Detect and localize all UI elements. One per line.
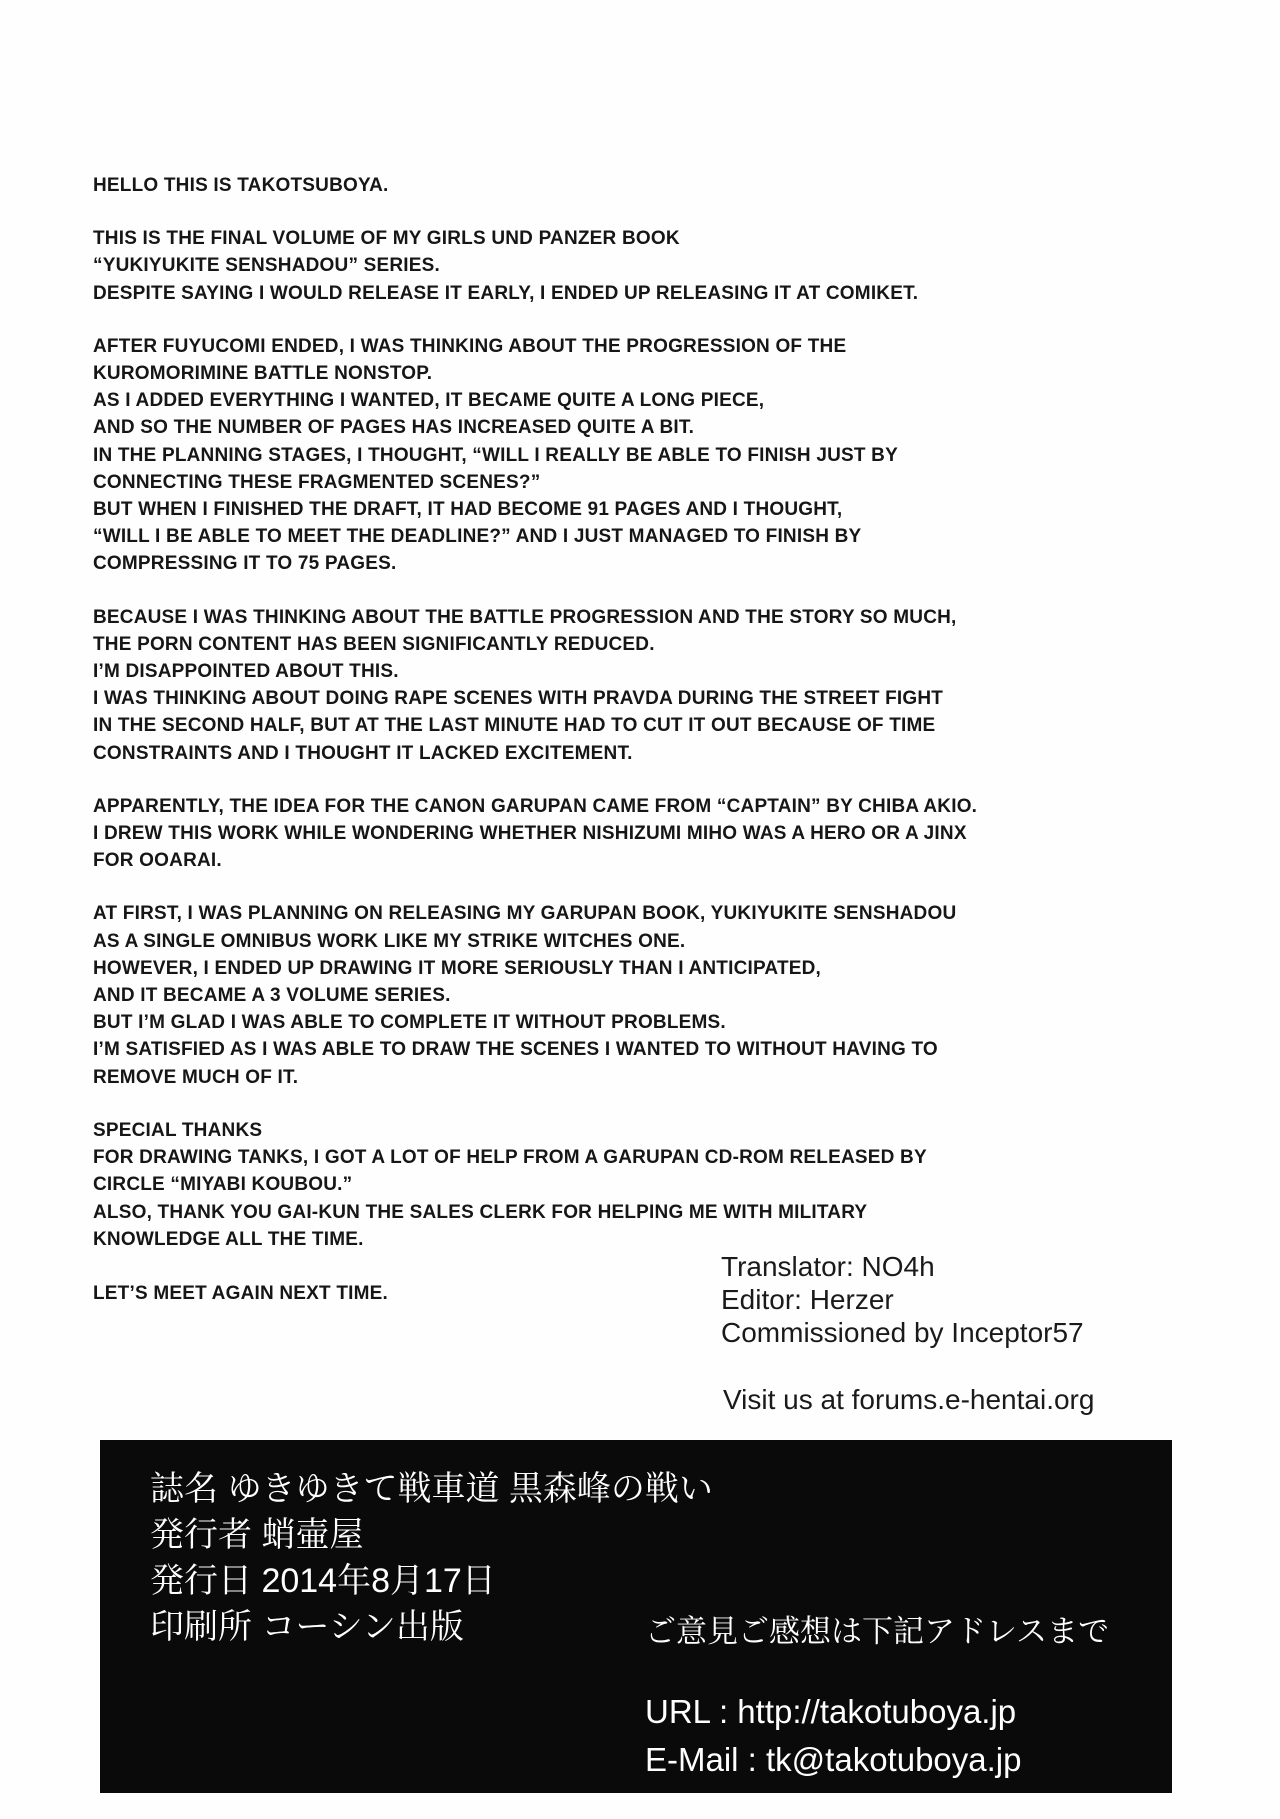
credits-block <box>721 1250 1084 1349</box>
url-line: URL : http://takotuboya.jp <box>645 1693 1017 1730</box>
afterword-line: DESPITE SAYING I WOULD RELEASE IT EARLY, I ENDED UP RELEASING IT AT COMIKET. <box>93 282 919 304</box>
afterword-line: HELLO THIS IS TAKOTSUBOYA. <box>93 175 389 196</box>
afterword-paragraph <box>93 793 1143 875</box>
afterword-line: REMOVE MUCH OF IT. <box>93 1066 299 1088</box>
afterword-line: I’M DISAPPOINTED ABOUT THIS. <box>93 661 399 683</box>
feedback-note: ご意見ご感想は下記アドレスまで <box>645 1614 1110 1649</box>
afterword-line: AS I ADDED EVERYTHING I WANTED, IT BECAME QUITE A LONG PIECE, <box>93 390 765 412</box>
closing-line: LET’S MEET AGAIN NEXT TIME. <box>93 1283 388 1304</box>
afterword-line: I’M SATISFIED AS I WAS ABLE TO DRAW THE SCENES I WANTED TO WITHOUT HAVING TO <box>93 1039 938 1061</box>
afterword-line: “WILL I BE ABLE TO MEET THE DEADLINE?” AND I JUST MANAGED TO FINISH BY <box>93 526 862 548</box>
afterword-line: HOWEVER, I ENDED UP DRAWING IT MORE SERIOUSLY THAN I ANTICIPATED, <box>93 957 822 979</box>
contact-block <box>645 1688 1022 1784</box>
afterword-paragraph <box>93 1117 1143 1253</box>
afterword-line: CIRCLE “MIYABI KOUBOU.” <box>93 1174 353 1196</box>
afterword-line: COMPRESSING IT TO 75 PAGES. <box>93 553 397 575</box>
afterword-line: SPECIAL THANKS <box>93 1119 263 1141</box>
afterword-paragraph <box>93 333 1143 578</box>
afterword-line: I DREW THIS WORK WHILE WONDERING WHETHER NISHIZUMI MIHO WAS A HERO OR A JINX <box>93 823 967 845</box>
afterword-line: AS A SINGLE OMNIBUS WORK LIKE MY STRIKE WITCHES ONE. <box>93 930 686 952</box>
editor-credit: Editor: Herzer <box>721 1284 894 1315</box>
afterword-line: KNOWLEDGE ALL THE TIME. <box>93 1228 364 1250</box>
afterword-line: AND SO THE NUMBER OF PAGES HAS INCREASED QUITE A BIT. <box>93 417 695 439</box>
afterword-paragraph <box>93 604 1143 767</box>
afterword-line: FOR OOARAI. <box>93 850 222 872</box>
afterword-paragraph <box>93 225 1143 307</box>
afterword-line: IN THE PLANNING STAGES, I THOUGHT, “WILL I REALLY BE ABLE TO FINISH JUST BY <box>93 444 898 466</box>
afterword-line: AT FIRST, I WAS PLANNING ON RELEASING MY GARUPAN BOOK, YUKIYUKITE SENSHADOU <box>93 903 957 925</box>
afterword-line: THIS IS THE FINAL VOLUME OF MY GIRLS UND PANZER BOOK <box>93 228 680 250</box>
afterword-line: BUT I’M GLAD I WAS ABLE TO COMPLETE IT WITHOUT PROBLEMS. <box>93 1012 726 1034</box>
afterword-line: ALSO, THANK YOU GAI-KUN THE SALES CLERK FOR HELPING ME WITH MILITARY <box>93 1201 868 1223</box>
email-line: E-Mail : tk@takotuboya.jp <box>645 1741 1022 1778</box>
afterword-line: BECAUSE I WAS THINKING ABOUT THE BATTLE PROGRESSION AND THE STORY SO MUCH, <box>93 606 957 628</box>
afterword-line: AND IT BECAME A 3 VOLUME SERIES. <box>93 985 451 1007</box>
afterword-line: BUT WHEN I FINISHED THE DRAFT, IT HAD BECOME 91 PAGES AND I THOUGHT, <box>93 499 843 521</box>
colophon-publisher: 発行者 蛸壷屋 <box>150 1516 364 1554</box>
colophon-date: 発行日 2014年8月17日 <box>150 1562 496 1600</box>
afterword-paragraph <box>93 900 1143 1090</box>
colophon-title: 誌名 ゆきゆきて戦車道 黒森峰の戦い <box>150 1470 713 1508</box>
colophon-printer: 印刷所 コーシン出版 <box>150 1608 464 1646</box>
afterword-line: AFTER FUYUCOMI ENDED, I WAS THINKING ABOUT THE PROGRESSION OF THE <box>93 335 847 357</box>
colophon-details <box>150 1466 713 1650</box>
afterword-line: “YUKIYUKITE SENSHADOU” SERIES. <box>93 255 440 277</box>
afterword-line: APPARENTLY, THE IDEA FOR THE CANON GARUPAN CAME FROM “CAPTAIN” BY CHIBA AKIO. <box>93 795 978 817</box>
visit-line: Visit us at forums.e-hentai.org <box>723 1384 1095 1415</box>
afterword-line: IN THE SECOND HALF, BUT AT THE LAST MINUTE HAD TO CUT IT OUT BECAUSE OF TIME <box>93 715 936 737</box>
afterword-line: FOR DRAWING TANKS, I GOT A LOT OF HELP FROM A GARUPAN CD-ROM RELEASED BY <box>93 1147 927 1169</box>
afterword-line: I WAS THINKING ABOUT DOING RAPE SCENES WITH PRAVDA DURING THE STREET FIGHT <box>93 688 944 710</box>
colophon-box <box>100 1440 1172 1793</box>
afterword-line: CONSTRAINTS AND I THOUGHT IT LACKED EXCITEMENT. <box>93 742 633 764</box>
afterword-line: KUROMORIMINE BATTLE NONSTOP. <box>93 363 433 385</box>
translator-credit: Translator: NO4h <box>721 1251 935 1282</box>
afterword-line: THE PORN CONTENT HAS BEEN SIGNIFICANTLY REDUCED. <box>93 633 655 655</box>
afterword-line: CONNECTING THESE FRAGMENTED SCENES?” <box>93 471 541 493</box>
afterword-text <box>93 172 1143 1279</box>
commission-credit: Commissioned by Inceptor57 <box>721 1317 1084 1348</box>
afterword-paragraph <box>93 172 1143 199</box>
